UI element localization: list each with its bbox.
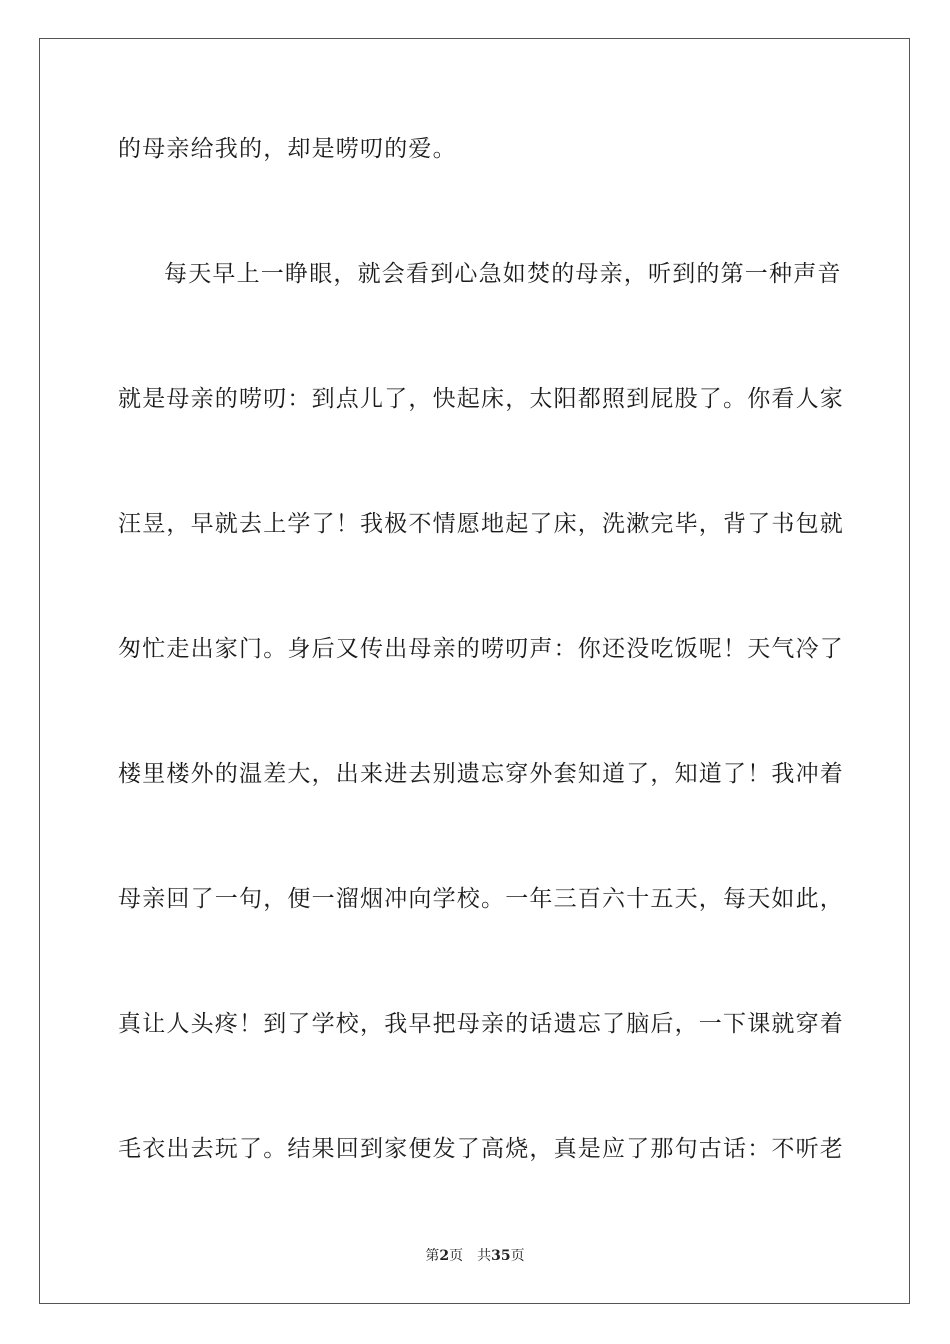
page-footer (0, 1247, 950, 1265)
text-line-9: 毛衣出去玩了。结果回到家便发了高烧，真是应了那句古话：不听老 (118, 1136, 844, 1162)
text-line-2: 每天早上一睁眼，就会看到心急如焚的母亲，听到的第一种声音 (164, 261, 842, 287)
text-line-4: 汪昱，早就去上学了！我极不情愿地起了床，洗漱完毕，背了书包就 (118, 511, 844, 537)
total-pages: 35 (491, 1248, 511, 1264)
text-line-7: 母亲回了一句，便一溜烟冲向学校。一年三百六十五天，每天如此， (118, 886, 844, 912)
total-prefix: 共 (477, 1248, 492, 1264)
page-number: 2 (439, 1248, 450, 1264)
text-line-6: 楼里楼外的温差大，出来进去别遗忘穿外套知道了，知道了！我冲着 (118, 761, 844, 787)
page-border (39, 38, 910, 1304)
text-line-3: 就是母亲的唠叨：到点儿了，快起床，太阳都照到屁股了。你看人家 (118, 386, 844, 412)
text-line-5: 匆忙走出家门。身后又传出母亲的唠叨声：你还没吃饭呢！天气冷了 (118, 636, 844, 662)
total-suffix: 页 (510, 1248, 525, 1264)
page-prefix: 第 (425, 1248, 440, 1264)
page-suffix: 页 (449, 1248, 464, 1264)
text-line-8: 真让人头疼！到了学校，我早把母亲的话遗忘了脑后，一下课就穿着 (118, 1011, 844, 1037)
text-line-1: 的母亲给我的，却是唠叨的爱。 (118, 136, 457, 162)
